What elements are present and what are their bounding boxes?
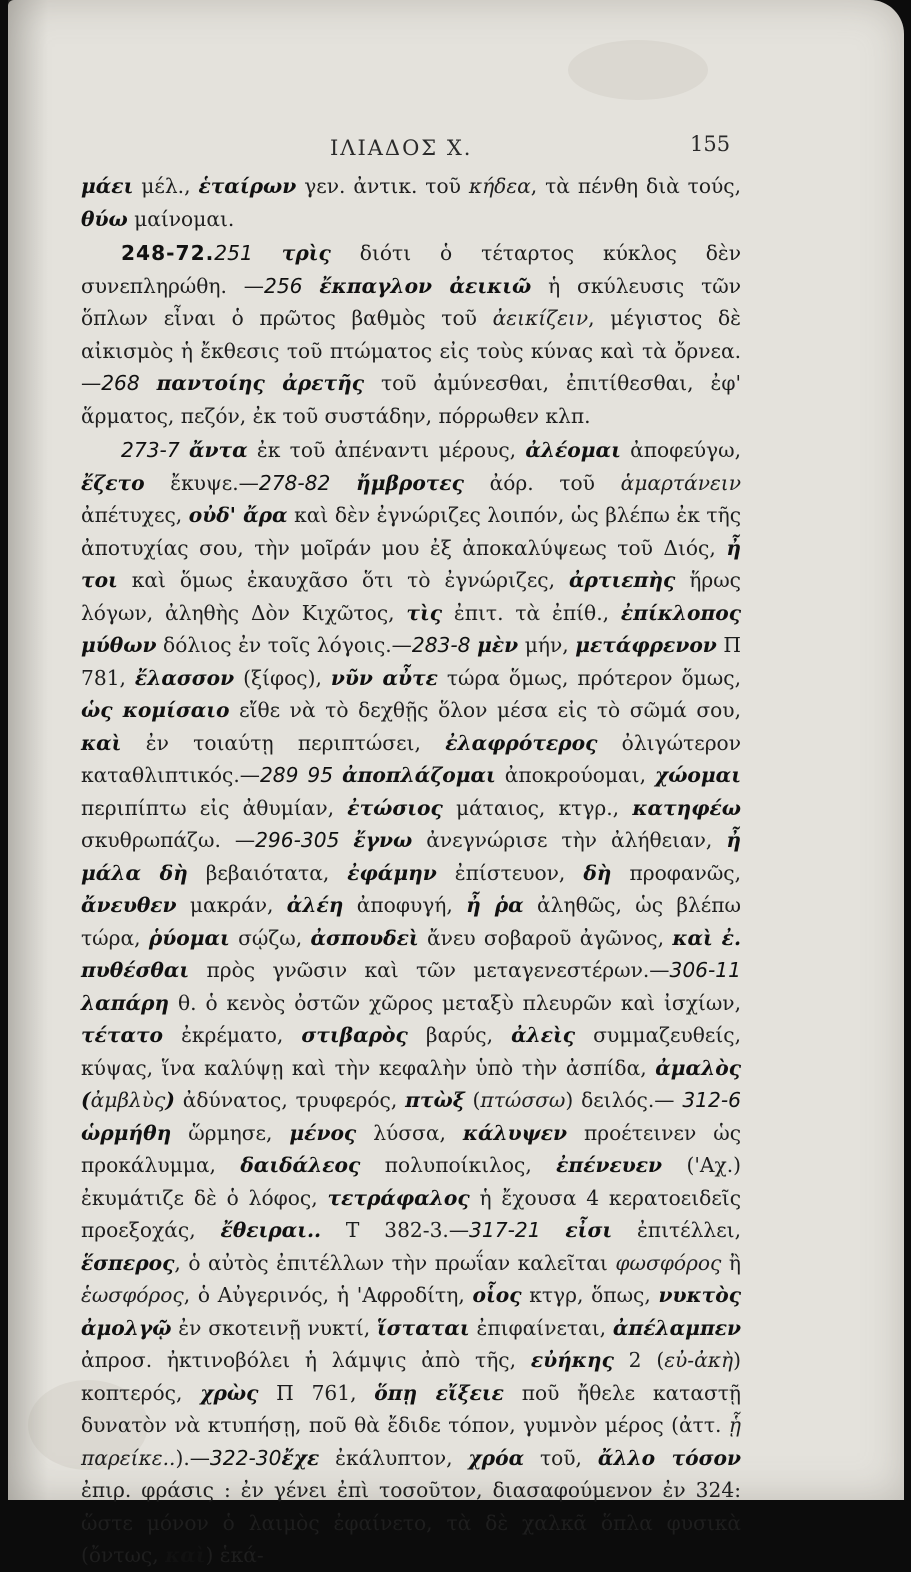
lemma: λαπάρη [81, 990, 170, 1015]
lemma: κατηφέω [632, 795, 741, 820]
line-reference: 296-305 [255, 828, 340, 852]
page-number: 155 [690, 132, 731, 156]
line-reference: 289 95 [259, 763, 334, 787]
text-run: προέτεινεν ὡς προκάλυμμα, [81, 1120, 741, 1177]
lemma: ἔζετο [81, 470, 145, 495]
text-run: ὀλιγώτερον καταθλιπτικός.— [81, 730, 741, 787]
text-run: ἀδύνατος, τρυφερός, [174, 1088, 406, 1112]
commentary-text [81, 170, 741, 1572]
lemma: ἀμαλὸς ( [81, 1055, 741, 1112]
lemma: ἔθειραι.. [220, 1218, 322, 1242]
paragraph [81, 434, 741, 1572]
lemma: δαιδάλεος [240, 1153, 361, 1177]
lemma: στιβαρὸς [301, 1023, 408, 1047]
text-run: ('Αχ.) ἐκυμάτιζε δὲ ὁ λόφος, [81, 1153, 741, 1210]
text-run: σῴζω, [229, 925, 311, 950]
text-run: Π 781, [81, 633, 741, 690]
line-reference: 256 [263, 273, 303, 298]
text-run: ).— [175, 1445, 210, 1470]
text-run: ἐπίστευον, [436, 860, 584, 885]
lemma: ὡρμήθη [81, 1120, 172, 1145]
text-run: ἐπιρ. φράσις : ἐν γένει ἐπὶ τοσοῦτον, διασαφούμενον ἐν 324: ὥστε μόνον ὁ λαιμὸς ἐφαίνετο, τὰ δὲ χαλκᾶ ὅπλα φυσικὰ (ὄντως, [81, 1478, 741, 1567]
text-run [253, 241, 282, 265]
text-run: ἄνευ σοβαροῦ ἀγῶνος, [418, 925, 673, 950]
lemma: ἀπέλαμπεν [612, 1315, 741, 1340]
lemma: ἔχε [281, 1445, 320, 1470]
text-run: πρὸς γνῶσιν καὶ τῶν μεταγενεστέρων.— [189, 958, 670, 982]
text-run: ἐπιτέλλει, [612, 1218, 741, 1242]
lemma: εἶσι [565, 1218, 613, 1242]
italic-term: ἀμβλὺς [90, 1088, 166, 1112]
italic-term: ἑωσφόρος [81, 1283, 184, 1307]
text-run: ( [464, 1088, 481, 1112]
text-run: ἐν τοιαύτῃ περιπτώσει, [121, 730, 446, 755]
text-run: (ξίφος), [234, 665, 331, 690]
text-run: ἥρως λόγων, ἀληθὴς Δὸν Κιχῶτος, [81, 568, 741, 625]
text-run [541, 1218, 566, 1242]
lemma: χρὼς [200, 1380, 259, 1405]
italic-term: πτώσσω [480, 1088, 566, 1112]
lemma: καὶ [81, 730, 122, 755]
text-run: ἐπιφαίνεται, [469, 1315, 613, 1340]
lemma: ἀσπουδεὶ [310, 925, 419, 950]
lemma: ἦ ῥα [466, 893, 524, 917]
lemma: ἦ μάλα δὴ [81, 828, 741, 885]
lemma: ἄντα [188, 438, 248, 462]
lemma: πτὼξ [405, 1088, 465, 1112]
text-run: ἡ ἔχουσα 4 κερατοειδεῖς προεξοχάς, [81, 1185, 742, 1242]
text-run: ἐκάλυπτον, [319, 1445, 469, 1470]
line-reference: 317-21 [469, 1218, 541, 1242]
text-run: ἢ [721, 1250, 741, 1275]
line-reference: 322-30 [209, 1445, 282, 1470]
lemma: νῦν αὖτε [330, 665, 438, 690]
italic-term: φωσφόρος [615, 1250, 722, 1275]
lemma: τὶς [406, 600, 443, 625]
paragraph [81, 237, 741, 432]
text-run: διότι ὁ τέταρτος κύκλος δὲν συνεπληρώθη. — [81, 241, 741, 298]
text-run: καὶ δὲν ἐγνώριζες λοιπόν, ὡς βλέπω ἐκ τῆς ἀποτυχίας σου, τὴν μοῖράν μου ἐξ ἀποκαλύψεως τοῦ Διός, [81, 503, 741, 560]
lemma: μάει [81, 174, 134, 198]
lemma: εὐήκης [530, 1348, 614, 1372]
text-run: συμμαζευθείς, κύψας, ἵνα καλύψῃ καὶ τὴν κεφαλὴν ὑπὸ τὴν ἀσπίδα, [81, 1023, 741, 1080]
lemma: μένος [289, 1120, 357, 1145]
text-run [339, 828, 353, 852]
text-run: ἀνεγνώρισε τὴν ἀλήθειαν, [412, 828, 727, 852]
lemma: ἐπένευεν [556, 1153, 663, 1177]
text-run: Π 761, [258, 1380, 375, 1405]
italic-term: ἁμαρτάνειν [620, 470, 741, 495]
lemma: ἐπίκλοπος μύθων [81, 600, 741, 657]
text-run: τοῦ, [524, 1445, 598, 1470]
lemma: ἀλέη [286, 893, 344, 917]
text-run: καὶ ὅμως ἐκαυχᾶσο ὅτι τὸ ἐγνώριζες, [117, 568, 569, 592]
text-run: ἀπέτυχες, [81, 503, 189, 527]
text-run: ) ἑκά- [205, 1543, 264, 1567]
text-run: μάταιος, κτγρ., [442, 795, 633, 820]
text-run: ἀόρ. τοῦ [463, 470, 621, 495]
line-reference: 251 [214, 241, 253, 265]
italic-term: εὐ-ἀκὴ [664, 1348, 734, 1372]
text-run: ἐν σκοτεινῇ νυκτί, [171, 1315, 377, 1340]
lemma: ἐτώσιος [347, 795, 443, 820]
line-reference: 278-82 [258, 470, 331, 495]
lemma: ἵσταται [377, 1315, 470, 1340]
lemma: ἔλασσον [134, 665, 235, 690]
text-run: μήν, [518, 633, 576, 657]
lemma: ἀλέομαι [525, 438, 621, 462]
book-page [8, 0, 904, 1567]
text-run: βαρύς, [407, 1023, 512, 1047]
lemma: οἷος [472, 1283, 522, 1307]
lemma: δὴ [583, 860, 612, 885]
line-reference: 283-8 [411, 633, 471, 657]
lemma: ἀλεὶς [511, 1023, 576, 1047]
lemma: ὅπῃ εἴξειε [374, 1380, 504, 1405]
text-run: ἀποφεύγω, [620, 438, 741, 462]
lemma: χρόα [468, 1445, 525, 1470]
text-run: ἀποφυγή, [343, 893, 467, 917]
line-reference: 306-11 [669, 958, 741, 982]
italic-term: ᾗ παρείκε.. [81, 1413, 741, 1470]
text-run: ) δειλός.— [565, 1088, 683, 1112]
text-run: πολυποίκιλος, [360, 1153, 557, 1177]
text-run [303, 274, 320, 298]
paper-stain [568, 40, 708, 100]
lemma: καὶ [165, 1543, 206, 1567]
lemma: ἐλαφρότερος [445, 730, 598, 755]
text-run: μακράν, [176, 893, 287, 917]
text-run: Τ 382-3.— [321, 1218, 470, 1242]
text-run: τοῦ ἀμύνεσθαι, ἐπιτίθεσθαι, ἐφ' ἅρματος, πεζόν, ἐκ τοῦ συστάδην, πόρρωθεν κλπ. [81, 371, 742, 428]
lemma: τετράφαλος [327, 1185, 470, 1210]
line-reference: 273-7 [121, 438, 180, 462]
paragraph [81, 170, 741, 235]
text-run: μαίνομαι. [127, 206, 235, 231]
lemma: ὡς κομίσαιο [81, 698, 230, 722]
italic-term: ἀεικίζειν [492, 306, 589, 330]
lemma: μὲν [477, 633, 519, 657]
lemma: ἑταίρων [198, 174, 297, 198]
lemma: ἄλλο τόσον [597, 1445, 742, 1470]
text-run: ποῦ ἤθελε καταστῇ δυνατὸν νὰ κτυπήσῃ, ποῦ θὰ ἔδιδε τόπον, γυμνὸν μέρος (ἀττ. [81, 1380, 741, 1437]
line-reference: 248-72. [121, 241, 215, 265]
lemma: ἔγνω [353, 828, 413, 852]
text-run: ἀληθῶς, ὡς βλέπω τώρα, [81, 893, 741, 950]
text-run: σκυθρωπάζω. — [81, 828, 256, 852]
text-run [180, 438, 189, 462]
text-run: ἀπροσ. ἠκτινοβόλει ἡ λάμψις ἀπὸ τῆς, [81, 1348, 531, 1372]
text-run: , ὁ αὐτὸς ἐπιτέλλων τὴν πρωΐαν καλεῖται [174, 1250, 616, 1275]
lemma: καὶ ἐ. πυθέσθαι [81, 925, 741, 982]
lemma: χώομαι [654, 763, 741, 787]
text-run: ) κοπτερός, [81, 1348, 741, 1405]
text-run: λύσσα, [356, 1120, 463, 1145]
lemma: ἐφάμην [347, 860, 437, 885]
text-run: κτγρ, ὅπως, [521, 1283, 659, 1307]
text-run: , ὁ Αὐγερινός, ἡ 'Αφροδίτη, [183, 1283, 473, 1307]
text-run: δόλιος ἐν τοῖς λόγοις.— [156, 633, 412, 657]
text-run: περιπίπτω εἰς ἀθυμίαν, [81, 795, 348, 820]
text-run: ἀποκρούομαι, [495, 763, 655, 787]
lemma: τέτατο [81, 1023, 164, 1047]
text-run: ἐκρέματο, [163, 1023, 302, 1047]
lemma: τρὶς [281, 241, 331, 265]
text-run: ἐκ τοῦ ἀπέναντι μέρους, [247, 438, 526, 462]
page-header [8, 128, 904, 162]
text-run: γεν. ἀντικ. τοῦ [296, 174, 469, 198]
running-title: ΙΛΙΑΔΟΣ Χ. [330, 136, 473, 160]
text-run: μέλ., [133, 174, 199, 198]
text-run: , τὰ πένθη διὰ τούς, [530, 174, 741, 198]
lemma: ἀρτιεπὴς [568, 568, 676, 592]
line-reference: 312-6 [682, 1088, 741, 1112]
text-run: ὥρμησε, [171, 1120, 290, 1145]
lemma: ῥύομαι [148, 925, 230, 950]
text-run: τώρα ὅμως, πρότερον ὅμως, [437, 665, 741, 690]
text-run: , μέγιστος δὲ αἰκισμὸς ἡ ἔκθεσις τοῦ πτώματος εἰς τοὺς κύνας καὶ τὰ ὄρνεα.— [81, 306, 741, 395]
text-run [333, 763, 342, 787]
italic-term: κήδεα [468, 174, 531, 198]
text-run: ἐπιτ. τὰ ἐπίθ., [442, 600, 621, 625]
lemma: κάλυψεν [462, 1120, 567, 1145]
text-run [140, 371, 157, 395]
lemma: θύω [81, 206, 128, 231]
lemma: ) [165, 1088, 175, 1112]
text-run: προφανῶς, [611, 860, 742, 885]
lemma: ἤμβροτες [356, 470, 464, 495]
text-run: βεβαιότατα, [187, 860, 348, 885]
lemma: παντοίης ἀρετῆς [156, 371, 365, 395]
text-run: ἡ σκύλευσις τῶν ὅπλων εἶναι ὁ πρῶτος βαθμὸς τοῦ [81, 273, 741, 330]
line-reference: 268 [101, 371, 140, 395]
text-run: ἔκυψε.— [144, 470, 259, 495]
lemma: νυκτὸς ἀμολγῷ [81, 1283, 742, 1340]
lemma: μετάφρενον [575, 633, 717, 657]
text-run: εἴθε νὰ τὸ δεχθῇς ὅλον μέσα εἰς τὸ σῶμά σου, [229, 698, 741, 722]
lemma: ἔκπαγλον ἀεικιῶ [319, 273, 532, 298]
text-run: 2 ( [613, 1348, 665, 1372]
text-run: θ. ὁ κενὸς ὀστῶν χῶρος μεταξὺ πλευρῶν καὶ ἰσχίων, [169, 990, 741, 1015]
text-run [330, 471, 356, 495]
lemma: ἕσπερος [81, 1250, 175, 1275]
lemma: ἦ τοι [81, 535, 741, 592]
lemma: ἄνευθεν [81, 893, 177, 917]
lemma: ἀποπλάζομαι [342, 763, 496, 787]
lemma: οὐδ' ἄρα [188, 503, 288, 527]
